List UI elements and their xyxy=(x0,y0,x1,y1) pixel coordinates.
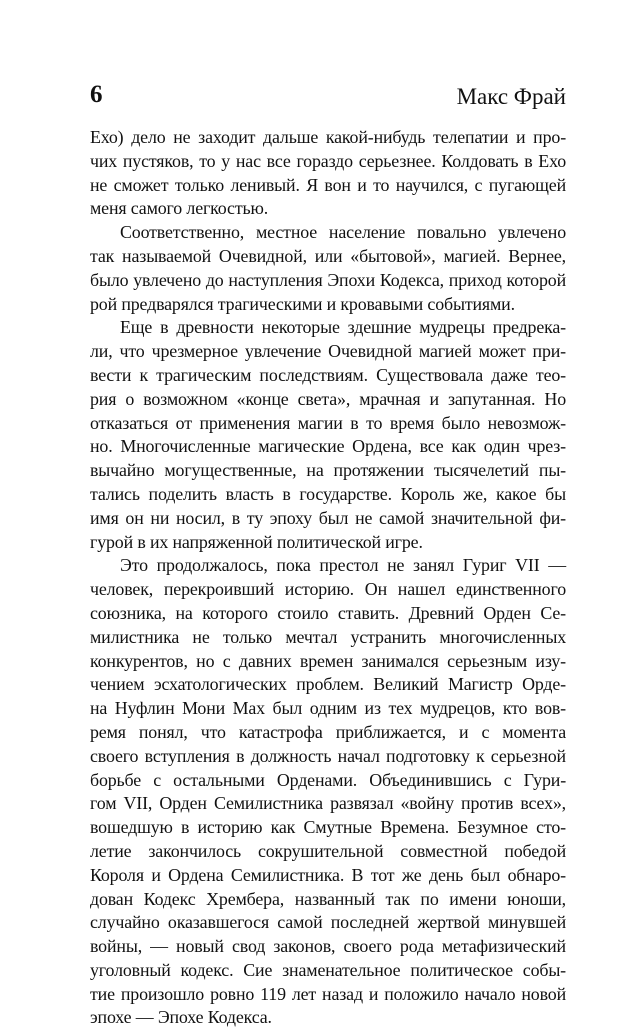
text-line: милистника не только мечтал устранить многочисленных xyxy=(90,626,566,647)
text-line: гом VII, Орден Семилистника развязал «войну против всех», xyxy=(90,793,566,814)
text-line: союзника, на которого стоило ставить. Древний Орден Се- xyxy=(90,602,566,623)
text-line: тались поделить власть в государстве. Король же, какое бы xyxy=(90,483,566,504)
text-line: человек, перекроивший историю. Он нашел единственного xyxy=(90,579,566,600)
page-number: 6 xyxy=(90,81,103,108)
text-line: конкурентов, но с давних времен занимался серьезным изу- xyxy=(90,650,566,671)
text-line: уголовный кодекс. Сие знаменательное политическое собы- xyxy=(90,959,566,980)
text-line: так называемой Очевидной, или «бытовой», магией. Вернее, xyxy=(90,245,566,266)
text-line: рой предварялся трагическими и кровавыми событиями. xyxy=(90,293,515,314)
text-line: на Нуфлин Мони Мах был одним из тех мудрецов, кто вов- xyxy=(90,698,566,719)
text-line: было увлечено до наступления Эпохи Кодекса, приход которой xyxy=(90,269,566,290)
text-line: Короля и Ордена Семилистника. В тот же день был обнаро- xyxy=(90,864,566,885)
text-line: войны, — новый свод законов, своего рода метафизический xyxy=(90,936,566,957)
text-line: тие произошло ровно 119 лет назад и положило начало новой xyxy=(90,983,566,1004)
text-line: но. Многочисленные магические Ордена, все как один чрез- xyxy=(90,436,566,457)
header-author: Макс Фрай xyxy=(456,84,566,109)
text-line: имя он ни носил, в ту эпоху был не самой значительной фи- xyxy=(90,507,566,528)
text-line: своего вступления в должность начал подготовку к серьезной xyxy=(90,745,566,766)
text-line: меня самого легкостью. xyxy=(90,198,269,219)
text-line: чением эсхатологических проблем. Великий Магистр Орде- xyxy=(90,674,566,695)
text-line: рия о возможном «конце света», мрачная и запутанная. Но xyxy=(90,388,566,409)
body-text xyxy=(90,126,566,1030)
text-line: ли, что чрезмерное увлечение Очевидной магией может при- xyxy=(90,341,566,362)
text-line: гурой в их напряженной политической игре. xyxy=(90,531,423,552)
text-line: борьбе с остальными Орденами. Объединившись с Гури- xyxy=(90,769,566,790)
text-line: вычайно могущественные, на протяжении тысячелетий пы- xyxy=(90,460,566,481)
text-line: дован Кодекс Хрембера, названный так по имени юноши, xyxy=(90,888,566,909)
text-line: отказаться от применения магии в то время было невозмож- xyxy=(90,412,566,433)
text-line: Ехо) дело не заходит дальше какой-нибудь телепатии и про- xyxy=(90,127,566,147)
text-line: Соответственно, местное население повально увлечено xyxy=(120,222,566,243)
text-line: ремя понял, что катастрофа приближается, и с момента xyxy=(90,721,566,742)
text-line: чих пустяков, то у нас все гораздо серьезнее. Колдовать в Ехо xyxy=(90,150,566,171)
text-line: Еще в древности некоторые здешние мудрецы предрека- xyxy=(120,317,566,338)
text-line: летие закончилось сокрушительной совместной победой xyxy=(90,840,566,861)
text-line: вести к трагическим последствиям. Существовала даже тео- xyxy=(90,364,566,385)
text-line: Это продолжалось, пока престол не занял Гуриг VII — xyxy=(120,555,566,576)
text-line: вошедшую в историю как Смутные Времена. Безумное сто- xyxy=(90,817,566,838)
running-head xyxy=(90,76,566,116)
text-line: случайно оказавшегося самой последней жертвой минувшей xyxy=(90,912,566,933)
text-line: эпохе — Эпохе Кодекса. xyxy=(90,1007,272,1028)
text-line: не сможет только ленивый. Я вон и то научился, с пугающей xyxy=(90,174,566,195)
